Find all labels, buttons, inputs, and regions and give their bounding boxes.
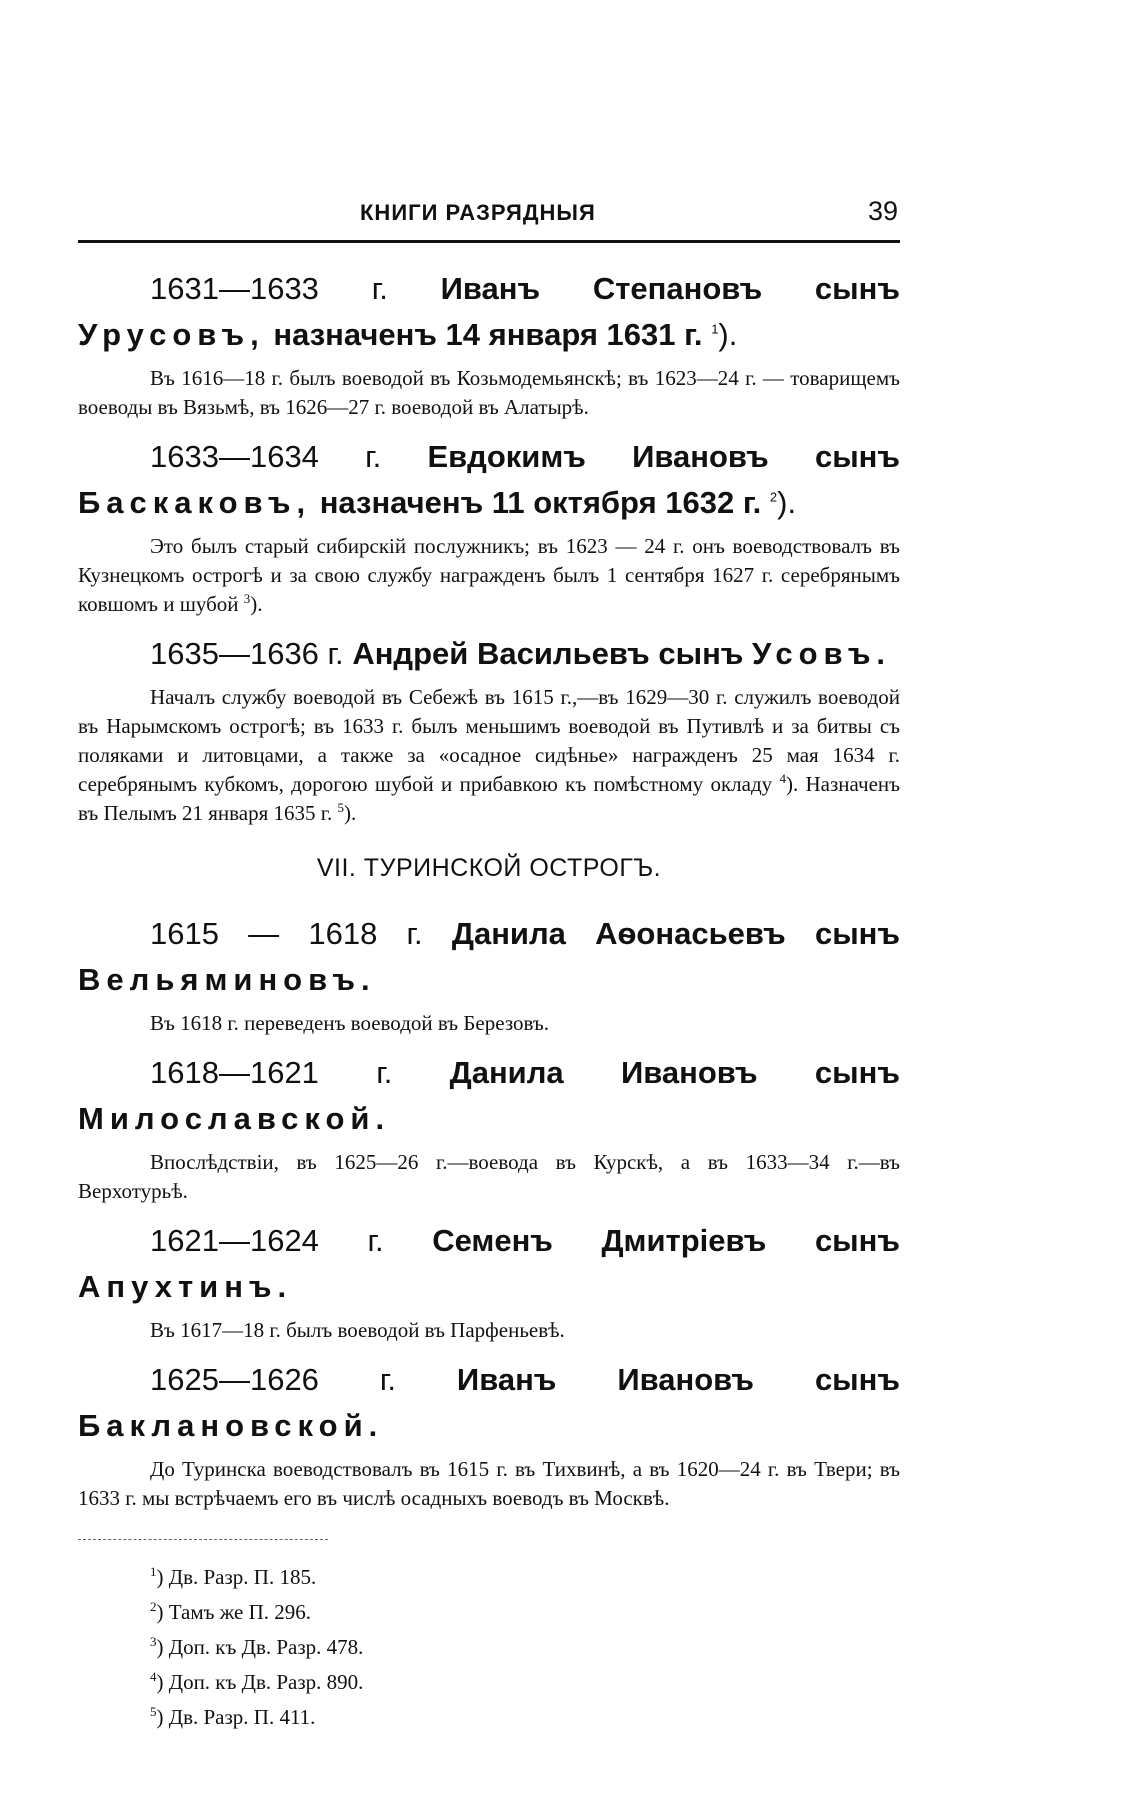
footnote-number: 1 (150, 1564, 157, 1579)
entry-years: 1618—1621 г. (150, 1055, 393, 1090)
footnote-number: 2 (150, 1599, 157, 1614)
footnote (150, 1665, 900, 1700)
entry-body (78, 1148, 900, 1206)
entry-heading (78, 1050, 900, 1142)
section-title: VII. ТУРИНСКОЙ ОСТРОГЪ. (316, 854, 662, 882)
entry-body (78, 683, 900, 828)
entry-surname: Вельяминовъ. (78, 962, 376, 997)
entry-surname: Апухтинъ. (78, 1269, 293, 1304)
footnote-ref: 2 (769, 489, 778, 505)
page-content (78, 266, 900, 1735)
entry-surname: Усовъ. (752, 636, 892, 671)
entry-surname: Баклановской. (78, 1408, 384, 1443)
footnote (150, 1630, 900, 1665)
footnote-text: ) Доп. къ Дв. Разр. 890. (156, 1670, 364, 1694)
header-rule (78, 240, 900, 243)
entry-name: Иванъ Ивановъ сынъ (456, 1362, 900, 1397)
ref-closing: ). (718, 317, 738, 352)
entry-surname: Баскаковъ, (78, 485, 312, 520)
entry-heading (78, 631, 900, 677)
entry-body (78, 364, 900, 422)
entry-years: 1631—1633 г. (150, 271, 388, 306)
entry-appointment: назначенъ 11 октября 1632 г. (319, 485, 762, 520)
entry-name: Семенъ Дмитріевъ сынъ (432, 1223, 900, 1258)
entry-name: Андрей Васильевъ сынъ (352, 636, 744, 671)
entry-body-text: Началъ службу воеводой въ Себежѣ въ 1615 г.,—въ 1629—30 г. служилъ воеводой въ Нарымскомъ острогѣ; въ 1633 г. былъ меньшимъ воеводой въ Путивлѣ и за битвы съ поляками и литовцами, а также за «осадное сидѣнье» награжденъ 25 мая 1634 г. серебрянымъ кубкомъ, дорогою шубой и прибавкою къ помѣстному окладу (78, 685, 900, 796)
entry-years: 1625—1626 г. (150, 1362, 396, 1397)
footnote-number: 4 (150, 1669, 157, 1684)
entry-body (78, 1455, 900, 1513)
entry-body-text: Это былъ старый сибирскій послужникъ; въ 1623 — 24 г. онъ воеводствовалъ въ Кузнецкомъ острогѣ и за свою службу награжденъ былъ 1 сентября 1627 г. серебрянымъ ковшомъ и шубой (78, 534, 900, 616)
entry-years: 1635—1636 г. (150, 636, 344, 671)
footnote-number: 5 (150, 1704, 157, 1719)
entry-body (78, 1009, 900, 1038)
footnote-text: ) Дв. Разр. П. 185. (156, 1565, 317, 1589)
entry-body-text: Впослѣдствіи, въ 1625—26 г.—воевода въ Курскѣ, а въ 1633—34 г.—въ Верхотурьѣ. (78, 1150, 900, 1203)
footnote-ref: 1 (711, 321, 719, 337)
ref-closing: ). (344, 801, 357, 825)
footnote-text: ) Дв. Разр. П. 411. (156, 1705, 316, 1729)
entry-years: 1621—1624 г. (150, 1223, 384, 1258)
entry-heading (78, 434, 900, 526)
entry-heading (78, 266, 900, 358)
page-number: 39 (867, 196, 898, 226)
entry-name: Евдокимъ Ивановъ сынъ (427, 439, 900, 474)
entry-name: Данила Ивановъ сынъ (449, 1055, 900, 1090)
running-head (78, 196, 898, 240)
footnote (150, 1595, 900, 1630)
entry-heading (78, 1357, 900, 1449)
running-title: КНИГИ РАЗРЯДНЫЯ (360, 200, 596, 225)
footnote-text: ) Доп. къ Дв. Разр. 478. (156, 1635, 364, 1659)
entry-heading (78, 911, 900, 1003)
entry-surname: Милославской. (78, 1101, 391, 1136)
footnote-ref: 3 (243, 591, 251, 606)
entry-name: Иванъ Степановъ сынъ (440, 271, 900, 306)
entry-body-text: До Туринска воеводствовалъ въ 1615 г. въ Тихвинѣ, а въ 1620—24 г. въ Твери; въ 1633 г. мы встрѣчаемъ его въ числѣ осадныхъ воеводъ въ Москвѣ. (78, 1457, 900, 1510)
ref-closing: ). (777, 485, 797, 520)
ref-closing: ). (250, 592, 263, 616)
footnote-ref: 4 (779, 771, 786, 786)
entry-years: 1633—1634 г. (150, 439, 382, 474)
entry-body-text: Въ 1618 г. переведенъ воеводой въ Березовъ. (150, 1011, 549, 1035)
footnote-number: 3 (150, 1634, 157, 1649)
footnote-separator (78, 1539, 328, 1540)
footnote-ref: 5 (337, 800, 344, 815)
entry-body (78, 532, 900, 619)
entry-surname: Урусовъ, (78, 317, 265, 352)
entry-body-text: Въ 1616—18 г. былъ воеводой въ Козьмодемьянскѣ; въ 1623—24 г. — товарищемъ воеводы въ Вязьмѣ, въ 1626—27 г. воеводой въ Алатырѣ. (78, 366, 900, 419)
entry-heading (78, 1218, 900, 1310)
entry-body-text: Въ 1617—18 г. былъ воеводой въ Парфеньевѣ. (150, 1318, 565, 1342)
footnote-text: ) Тамъ же П. 296. (156, 1600, 311, 1624)
entry-body-text: ). Назначенъ въ Пелымъ 21 января 1635 г. (78, 772, 900, 825)
footnote (150, 1700, 900, 1735)
entry-appointment: назначенъ 14 января 1631 г. (273, 317, 703, 352)
footnote (150, 1560, 900, 1595)
entry-body (78, 1316, 900, 1345)
entry-years: 1615 — 1618 г. (150, 916, 423, 951)
entry-name: Данила Аѳонасьевъ сынъ (451, 916, 900, 951)
